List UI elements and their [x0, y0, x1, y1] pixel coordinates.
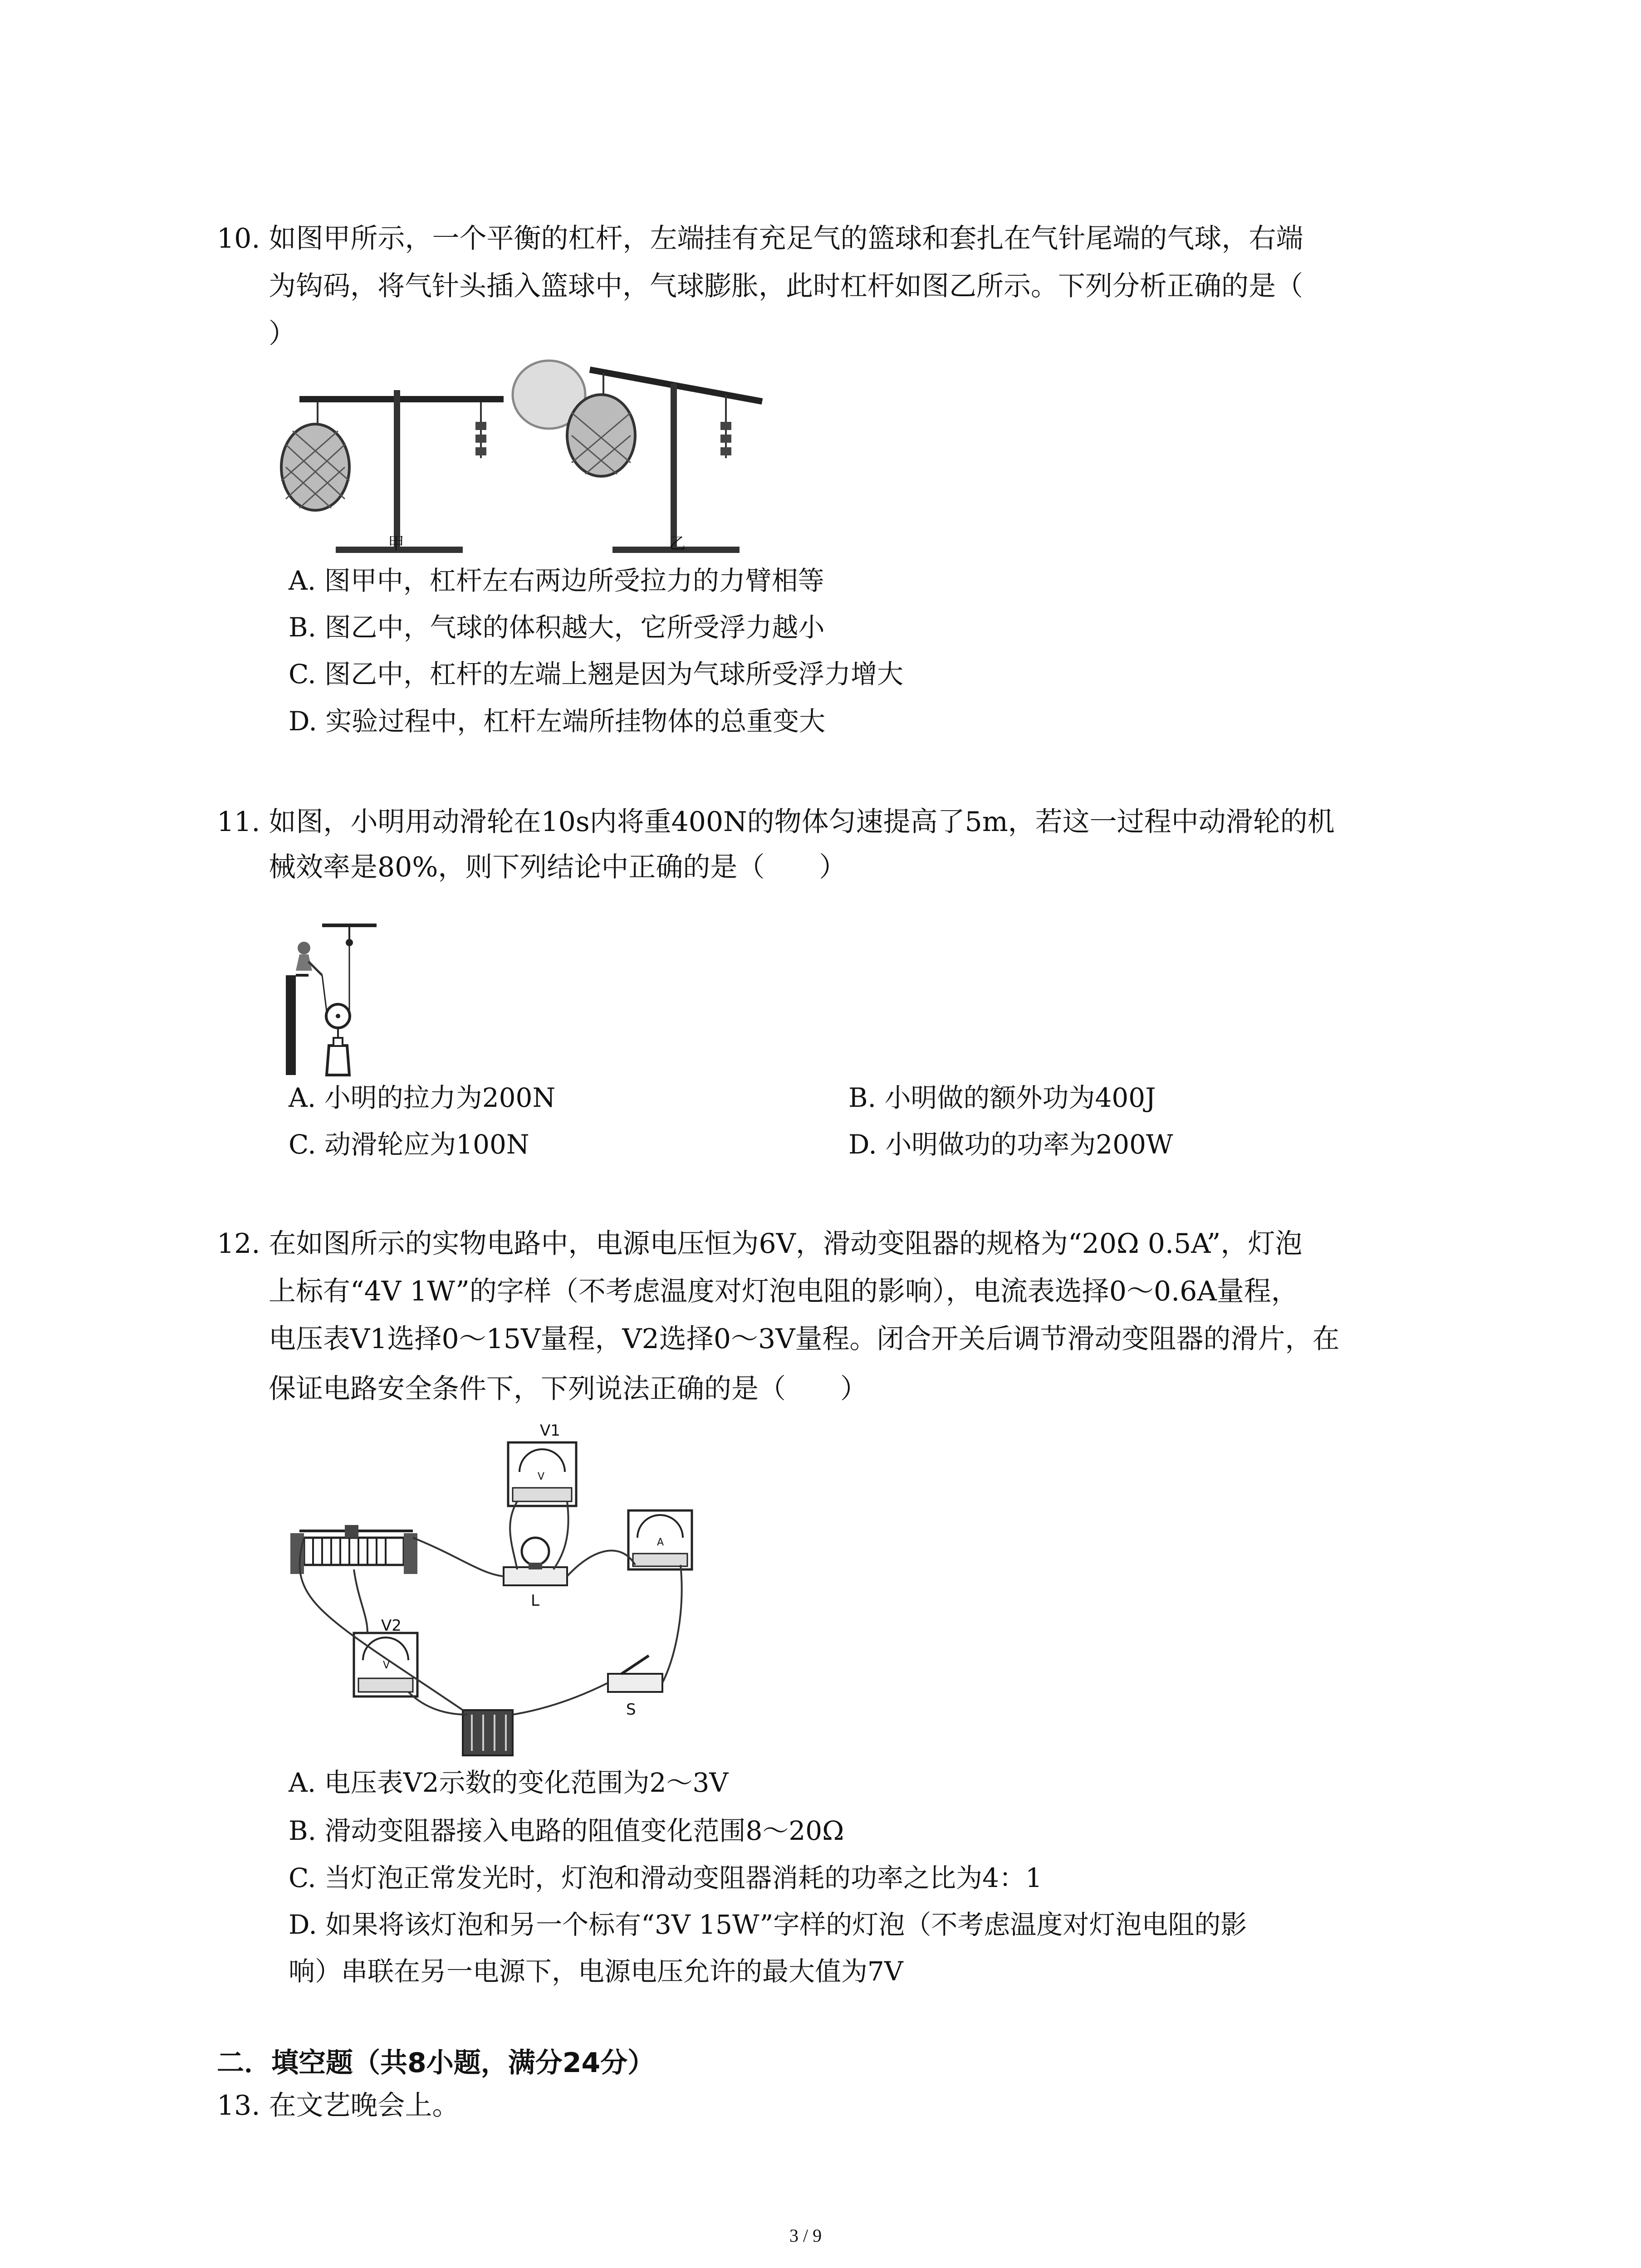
q10-text-line-2: 为钩码，将气针头插入篮球中，气球膨胀，此时杠杆如图乙所示。下列分析正确的是（ [269, 270, 1303, 302]
q12-option-d-line-2: 响）串联在另一电源下，电源电压允许的最大值为7V [289, 1956, 903, 1987]
q11-option-b: B. 小明做的额外功为400J [848, 1082, 1156, 1113]
q11-option-c: C. 动滑轮应为100N [289, 1129, 529, 1160]
v2-meter-letter: V [383, 1660, 390, 1671]
q13-text: 13. 在文艺晚会上。 [217, 2090, 460, 2121]
rheostat-icon [290, 1525, 417, 1574]
switch-icon [608, 1656, 662, 1692]
q12-option-d-line-1: D. 如果将该灯泡和另一个标有“3V 15W”字样的灯泡（不考虑温度对灯泡电阻的影 [289, 1909, 1247, 1940]
v1-meter-letter: V [538, 1471, 545, 1482]
q10-text-line-1: 10. 如图甲所示，一个平衡的杠杆，左端挂有充足气的篮球和套扎在气针尾端的气球，右端 [217, 223, 1303, 254]
q11-option-d: D. 小明做功的功率为200W [848, 1129, 1173, 1160]
q12-text-line-1: 12. 在如图所示的实物电路中，电源电压恒为6V，滑动变阻器的规格为“20Ω 0.5A”，灯泡 [217, 1228, 1303, 1260]
q12-text-line-2: 上标有“4V 1W”的字样（不考虑温度对灯泡电阻的影响），电流表选择0～0.6A量程， [269, 1276, 1298, 1307]
q12-text-line-3: 电压表V1选择0～15V量程，V2选择0～3V量程。闭合开关后调节滑动变阻器的滑片，在 [269, 1323, 1340, 1355]
q11-text-line-1: 11. 如图，小明用动滑轮在10s内将重400N的物体匀速提高了5m，若这一过程中动滑轮的机 [217, 806, 1335, 838]
ammeter-letter: A [657, 1537, 664, 1548]
switch-label: S [626, 1701, 636, 1719]
figure-caption-yi: 乙 [669, 534, 686, 553]
q12-option-a: A. 电压表V2示数的变化范围为2～3V [289, 1767, 729, 1798]
q12-option-c: C. 当灯泡正常发光时，灯泡和滑动变阻器消耗的功率之比为4：1 [289, 1862, 1042, 1893]
lamp-label: L [531, 1592, 539, 1610]
circuit-figure [277, 1420, 712, 1765]
q12-text-line-4: 保证电路安全条件下，下列说法正确的是（ ） [269, 1373, 867, 1405]
section-heading: 二．填空题（共8小题，满分24分） [217, 2047, 655, 2079]
pulley-figure [277, 921, 386, 1080]
battery-icon [463, 1710, 513, 1755]
q12-option-b: B. 滑动变阻器接入电路的阻值变化范围8～20Ω [289, 1815, 844, 1846]
figure-caption-jia: 甲 [388, 534, 405, 553]
q10-option-b: B. 图乙中，气球的体积越大，它所受浮力越小 [289, 612, 825, 643]
q11-text-line-2: 械效率是80%，则下列结论中正确的是（ ） [269, 851, 847, 883]
q11-option-a: A. 小明的拉力为200N [289, 1082, 556, 1113]
lever-figure-tilted [508, 358, 780, 562]
v2-label: V2 [381, 1617, 402, 1635]
q10-text-line-3: ） [269, 318, 296, 350]
page-number: 3 / 9 [789, 2225, 822, 2246]
q10-option-d: D. 实验过程中，杠杆左端所挂物体的总重变大 [289, 706, 826, 737]
q10-option-a: A. 图甲中，杠杆左右两边所受拉力的力臂相等 [289, 565, 824, 596]
q10-option-c: C. 图乙中，杠杆的左端上翘是因为气球所受浮力增大 [289, 659, 904, 689]
v1-label: V1 [540, 1422, 560, 1440]
